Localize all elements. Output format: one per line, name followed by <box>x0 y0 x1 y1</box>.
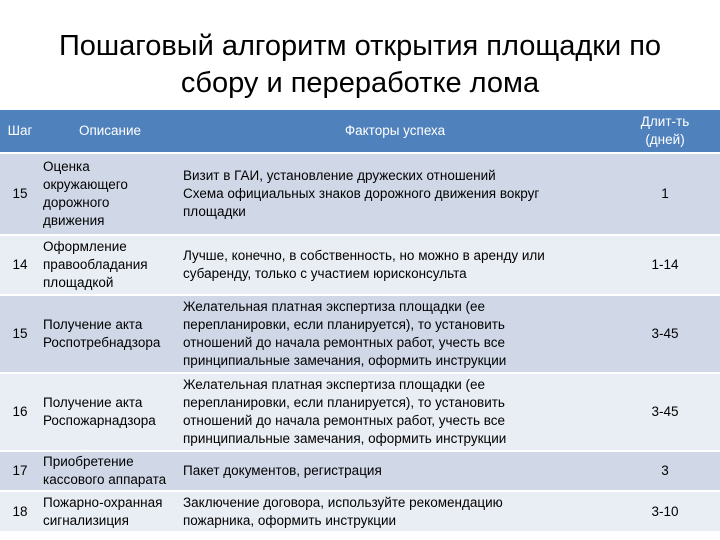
table-header-row <box>0 110 720 153</box>
header-description: Описание <box>40 110 180 153</box>
header-duration <box>610 110 720 153</box>
header-duration-line-1: Длит-ть <box>640 114 690 129</box>
factor-line: отношений до начала ремонтных работ, учесть все <box>183 335 506 350</box>
table-row <box>0 153 720 235</box>
desc-line: Получение акта <box>43 317 143 332</box>
cell-description <box>40 373 180 451</box>
factor-line: пожарника, оформить инструкции <box>183 512 397 528</box>
factor-line: Желательная платная экспертиза площадки (ее <box>183 377 486 392</box>
slide-title <box>0 28 720 102</box>
cell-step: 14 <box>0 235 40 295</box>
cell-step: 16 <box>0 373 40 451</box>
factor-line: перепланировки, если планируется), то установить <box>183 317 505 332</box>
desc-line: кассового аппарата <box>43 472 167 487</box>
cell-step: 15 <box>0 153 40 235</box>
desc-line: Роспотребнадзора <box>43 335 161 350</box>
cell-factors <box>180 451 610 491</box>
cell-description <box>40 235 180 295</box>
header-factors: Факторы успеха <box>180 110 610 153</box>
cell-step: 15 <box>0 295 40 373</box>
desc-line: движения <box>43 213 105 228</box>
header-step: Шаг <box>0 110 40 153</box>
factor-line: перепланировки, если планируется), то установить <box>183 395 505 410</box>
cell-duration: 3-45 <box>610 295 720 373</box>
cell-factors <box>180 295 610 373</box>
title-line-2: сбору и переработке лома <box>180 67 540 99</box>
header-duration-line-2: (дней) <box>645 132 685 147</box>
desc-line: Оформление <box>43 239 127 254</box>
factor-line: Визит в ГАИ, установление дружеских отношений <box>183 168 496 183</box>
cell-duration: 3-10 <box>610 491 720 531</box>
cell-factors <box>180 373 610 451</box>
factor-line: Желательная платная экспертиза площадки (ее <box>183 299 486 314</box>
cell-description <box>40 491 180 531</box>
factor-line: принципиальные замечания, оформить инструкции <box>183 353 507 368</box>
desc-line: Оценка <box>43 159 90 174</box>
desc-line: Получение акта <box>43 395 143 410</box>
factor-line: Заключение договора, используйте рекомендацию <box>183 494 503 510</box>
cell-duration: 3-45 <box>610 373 720 451</box>
cell-duration: 1 <box>610 153 720 235</box>
cell-description <box>40 295 180 373</box>
desc-line: Пожарно-охранная <box>43 494 163 510</box>
table-row <box>0 373 720 451</box>
cell-factors <box>180 235 610 295</box>
desc-line: сигнализиция <box>43 512 129 528</box>
desc-line: площадкой <box>43 275 114 290</box>
desc-line: окружающего <box>43 177 128 192</box>
cell-factors <box>180 153 610 235</box>
title-line-1: Пошаговый алгоритм открытия площадки по <box>58 30 662 62</box>
table-row <box>0 451 720 491</box>
factor-line: Лучше, конечно, в собственность, но можно в аренду или <box>183 248 545 263</box>
factor-line: принципиальные замечания, оформить инструкции <box>183 431 507 446</box>
factor-line: отношений до начала ремонтных работ, учесть все <box>183 413 506 428</box>
cell-duration: 1-14 <box>610 235 720 295</box>
factor-line: Пакет документов, регистрация <box>183 463 382 478</box>
desc-line: Приобретение <box>43 454 134 469</box>
table-row <box>0 295 720 373</box>
algorithm-table <box>0 110 720 531</box>
table-row <box>0 491 720 531</box>
factor-line: площадки <box>183 204 246 219</box>
factor-line: субаренду, только с участием юрисконсульта <box>183 266 467 281</box>
cell-duration: 3 <box>610 451 720 491</box>
desc-line: Роспожарнадзора <box>43 413 156 428</box>
desc-line: дорожного <box>43 195 110 210</box>
cell-description <box>40 451 180 491</box>
cell-description <box>40 153 180 235</box>
cell-step: 18 <box>0 491 40 531</box>
table-row <box>0 235 720 295</box>
factor-line: Схема официальных знаков дорожного движения вокруг <box>183 186 540 201</box>
desc-line: правообладания <box>43 257 148 272</box>
cell-factors <box>180 491 610 531</box>
cell-step: 17 <box>0 451 40 491</box>
